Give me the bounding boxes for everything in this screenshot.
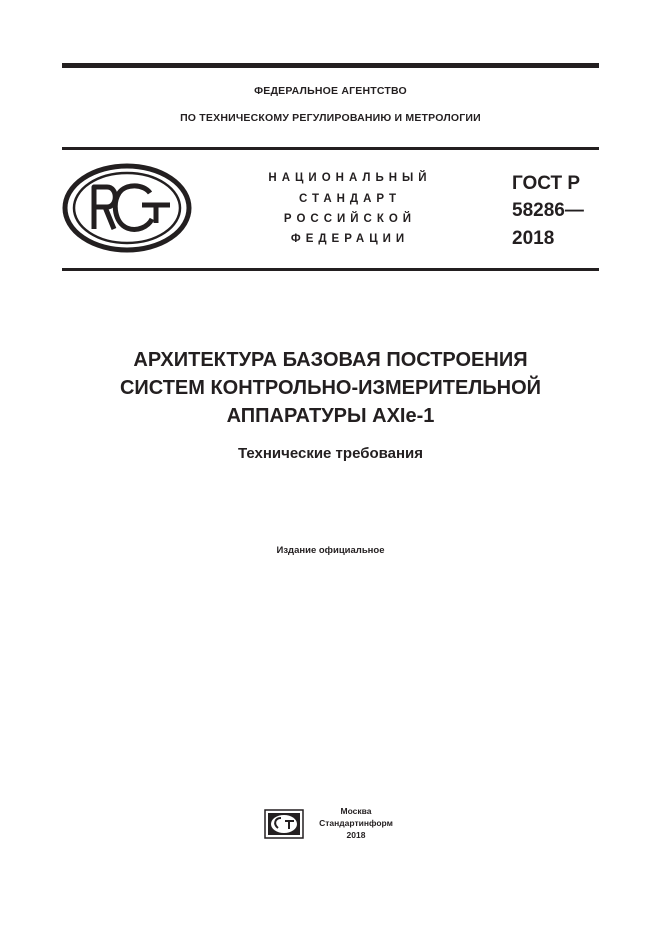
designation-line-1: ГОСТ Р: [512, 173, 581, 194]
header-rule: [62, 147, 599, 150]
document-title-line-3: АППАРАТУРЫ AXIe-1: [226, 405, 435, 427]
agency-line-1: ФЕДЕРАЛЬНОЕ АГЕНТСТВО: [254, 85, 407, 97]
publisher-name: Стандартинформ: [319, 818, 393, 828]
header-bottom-rule: [62, 268, 599, 271]
standard-type-line-4: ФЕДЕРАЦИИ: [290, 233, 410, 245]
standard-type-line-2: СТАНДАРТ: [299, 193, 401, 205]
designation-line-2: 58286—: [512, 200, 584, 221]
agency-line-2: ПО ТЕХНИЧЕСКОМУ РЕГУЛИРОВАНИЮ И МЕТРОЛОГИИ: [180, 112, 481, 124]
document-title-line-2: СИСТЕМ КОНТРОЛЬНО-ИЗМЕРИТЕЛЬНОЙ: [119, 377, 542, 399]
standartinform-logo-icon: [264, 809, 304, 839]
designation-line-3: 2018: [512, 228, 555, 249]
publisher-year: 2018: [346, 830, 366, 840]
document-title-line-1: АРХИТЕКТУРА БАЗОВАЯ ПОСТРОЕНИЯ: [133, 349, 528, 371]
rst-certification-mark-icon: [62, 163, 192, 253]
publisher-city: Москва: [340, 806, 372, 816]
edition-note: Издание официальное: [276, 545, 385, 556]
standard-type-line-3: РОССИЙСКОЙ: [283, 213, 417, 225]
document-subtitle: Технические требования: [237, 445, 424, 462]
top-rule: [62, 63, 599, 68]
standard-type-line-1: НАЦИОНАЛЬНЫЙ: [268, 172, 432, 184]
